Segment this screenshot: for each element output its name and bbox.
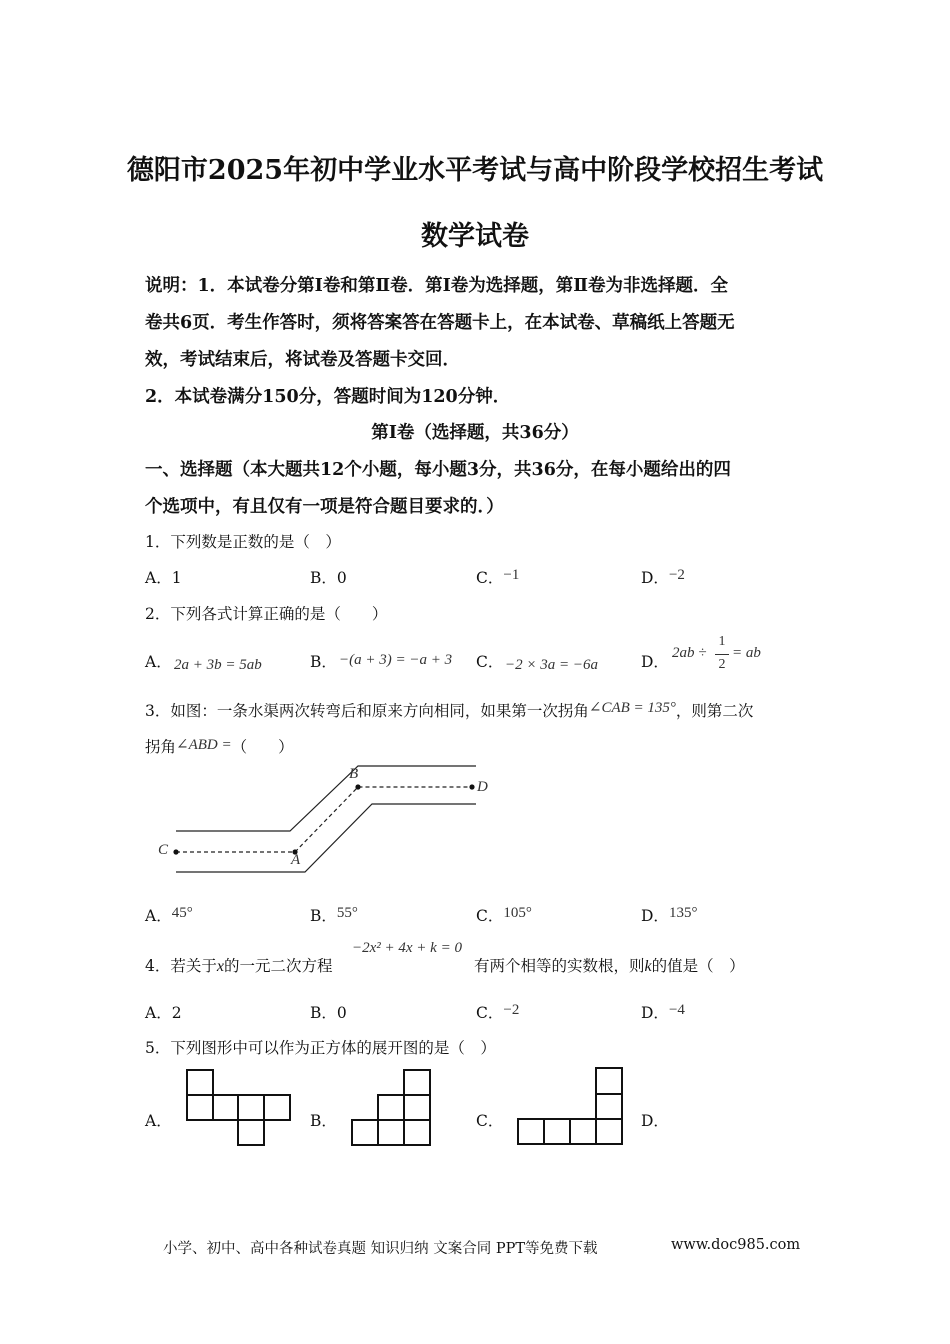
q2-fraction-denominator: 2: [718, 657, 726, 672]
q1-option-a: A．1: [145, 569, 182, 587]
q3-option-a: A．45°: [145, 905, 193, 925]
question-4-post: 有两个相等的实数根，则k的值是（ ）: [474, 957, 745, 975]
question-3-line-2: 拐角∠ABD =（ ）: [145, 737, 294, 756]
net-c: [518, 1068, 622, 1144]
part-1-heading: 第Ⅰ卷（选择题，共36分）: [371, 423, 579, 443]
question-5-stem: 5．下列图形中可以作为正方体的展开图的是（ ）: [145, 1039, 496, 1057]
q2-option-a-label: A．: [145, 653, 172, 671]
net-a: [187, 1070, 290, 1145]
q4-equation: −2x² + 4x + k = 0: [352, 940, 462, 956]
label-a: A: [291, 852, 301, 868]
label-b: B: [349, 766, 359, 782]
q2-option-a: 2a + 3b = 5ab: [174, 657, 262, 673]
instructions-line-4: 2．本试卷满分150分，答题时间为120分钟．: [145, 387, 511, 407]
q2-option-b: −(a + 3) = −a + 3: [339, 652, 453, 668]
q3-option-b: B．55°: [310, 905, 358, 925]
net-b: [352, 1070, 430, 1145]
q4-option-d: D．−4: [641, 1002, 685, 1022]
q2-option-c-label: C．: [476, 653, 504, 671]
q2-option-d-label: D．: [641, 653, 669, 671]
instructions-line-3: 效，考试结束后，将试卷及答题卡交回．: [145, 350, 460, 370]
q5-option-d-label: D．: [641, 1112, 669, 1130]
q2-option-c: −2 × 3a = −6a: [505, 657, 598, 673]
q5-option-b-label: B．: [310, 1112, 337, 1130]
instructions-line-1: 说明：1．本试卷分第Ⅰ卷和第Ⅱ卷．第Ⅰ卷为选择题，第Ⅱ卷为非选择题．全: [145, 276, 729, 296]
q2-fraction-numerator: 1: [718, 634, 726, 649]
q1-option-d: D．−2: [641, 567, 685, 587]
section-1-line-1: 一、选择题（本大题共12个小题，每小题3分，共36分，在每小题给出的四: [145, 460, 731, 480]
question-1-stem: 1．下列数是正数的是（ ）: [145, 533, 341, 551]
footer-promo-text: 小学、初中、高中各种试卷真题 知识归纳 文案合同 PPT等免费下载: [163, 1241, 598, 1257]
q4-option-b: B．0: [310, 1004, 347, 1022]
q5-option-c-label: C．: [476, 1112, 504, 1130]
label-d: D: [477, 779, 488, 795]
q3-option-d: D．135°: [641, 905, 698, 925]
q4-option-a: A．2: [145, 1004, 182, 1022]
label-c: C: [158, 842, 169, 858]
question-3-line-1: 3．如图：一条水渠两次转弯后和原来方向相同，如果第一次拐角∠CAB = 135°，则第二次: [145, 700, 754, 720]
exam-title: 德阳市2025年初中学业水平考试与高中阶段学校招生考试: [126, 155, 824, 186]
q3-option-c: C．105°: [476, 905, 532, 925]
q1-option-c: C．−1: [476, 567, 520, 587]
instructions-line-2: 卷共6页．考生作答时，须将答案答在答题卡上，在本试卷、草稿纸上答题无: [145, 313, 735, 333]
q4-option-c: C．−2: [476, 1002, 520, 1022]
section-1-line-2: 个选项中，有且仅有一项是符合题目要求的．）: [145, 497, 504, 517]
q2-option-b-label: B．: [310, 653, 337, 671]
exam-subtitle: 数学试卷: [421, 221, 529, 252]
q1-option-b: B．0: [310, 569, 347, 587]
q2-option-d-pre: 2ab ÷: [672, 645, 707, 661]
q5-option-a-label: A．: [145, 1112, 172, 1130]
q2-option-d-post: = ab: [732, 645, 761, 661]
question-4-pre: 4．若关于x的一元二次方程: [145, 957, 333, 975]
question-2-stem: 2．下列各式计算正确的是（ ）: [145, 605, 388, 623]
footer-website[interactable]: www.doc985.com: [671, 1237, 801, 1253]
